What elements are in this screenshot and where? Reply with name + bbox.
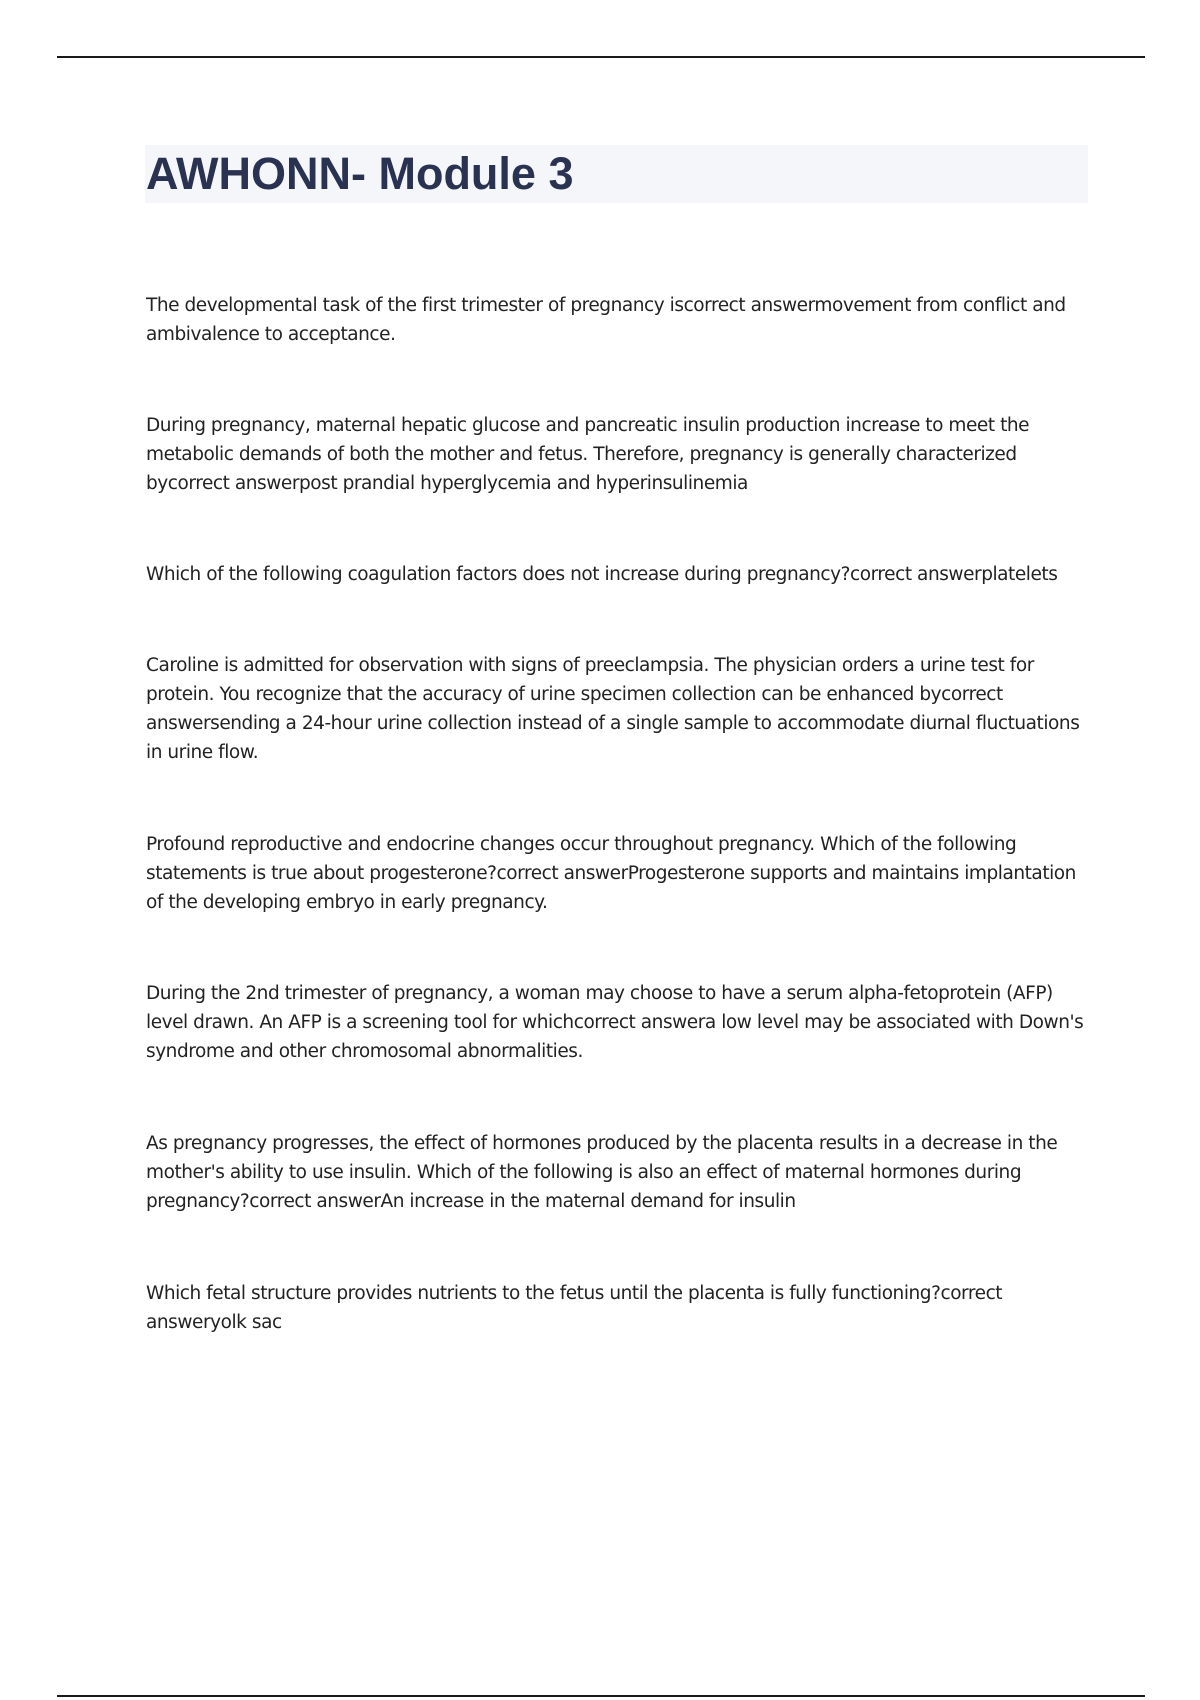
answer-text: Progesterone supports and maintains implantation of the developing embryo in early pregnancy. — [146, 863, 1076, 913]
answer-separator: correct answer — [249, 1191, 381, 1212]
answer-text: An increase in the maternal demand for insulin — [380, 1191, 796, 1212]
qa-item — [146, 651, 1091, 767]
question-text: Which of the following coagulation factors does not increase during pregnancy? — [146, 564, 850, 585]
question-text: During pregnancy, maternal hepatic glucose and pancreatic insulin production increase to meet the metabolic demands of both the mother and fetus. Therefore, pregnancy is generally characterized by — [146, 415, 1030, 494]
question-text: As pregnancy progresses, the effect of hormones produced by the placenta results in a decrease in the mother's ability to use insulin. Which of the following is also an effect of maternal hormones during pregnancy? — [146, 1133, 1058, 1212]
answer-text: platelets — [981, 564, 1058, 585]
qa-item — [146, 291, 1091, 349]
answer-text: yolk sac — [210, 1312, 282, 1333]
qa-item — [146, 1129, 1091, 1216]
answer-separator: correct answer — [496, 863, 628, 884]
question-text: The developmental task of the first trimester of pregnancy is — [146, 295, 684, 316]
qa-item — [146, 830, 1091, 917]
answer-text: sending a 24-hour urine collection instead of a single sample to accommodate diurnal fluctuations in urine flow. — [146, 713, 1080, 763]
answer-separator: correct answer — [167, 473, 299, 494]
question-text: Which fetal structure provides nutrients to the fetus until the placenta is fully functioning? — [146, 1283, 941, 1304]
answer-separator: correct answer — [850, 564, 982, 585]
bottom-divider — [57, 1695, 1145, 1697]
qa-item — [146, 560, 1091, 589]
answer-text: movement from conflict and ambivalence to acceptance. — [146, 295, 1066, 345]
qa-item — [146, 1279, 1091, 1337]
document-title: AWHONN- Module 3 — [146, 148, 574, 199]
qa-item — [146, 979, 1091, 1066]
qa-item — [146, 411, 1091, 498]
question-text: Profound reproductive and endocrine changes occur throughout pregnancy. Which of the following statements is true about progesterone? — [146, 834, 1017, 884]
answer-separator: correct answer — [146, 1283, 1003, 1333]
answer-separator: correct answer — [573, 1012, 705, 1033]
answer-text: post prandial hyperglycemia and hyperinsulinemia — [298, 473, 748, 494]
top-divider — [57, 56, 1145, 58]
question-text: Caroline is admitted for observation with signs of preeclampsia. The physician orders a urine test for protein. You recognize that the accuracy of urine specimen collection can be enhanced by — [146, 655, 1034, 705]
answer-text: a low level may be associated with Down's syndrome and other chromosomal abnormalities. — [146, 1012, 1084, 1062]
answer-separator: correct answer — [683, 295, 815, 316]
answer-separator: correct answer — [146, 684, 1003, 734]
question-text: During the 2nd trimester of pregnancy, a woman may choose to have a serum alpha-fetoprotein (AFP) level drawn. An AFP is a screening tool for which — [146, 983, 1053, 1033]
